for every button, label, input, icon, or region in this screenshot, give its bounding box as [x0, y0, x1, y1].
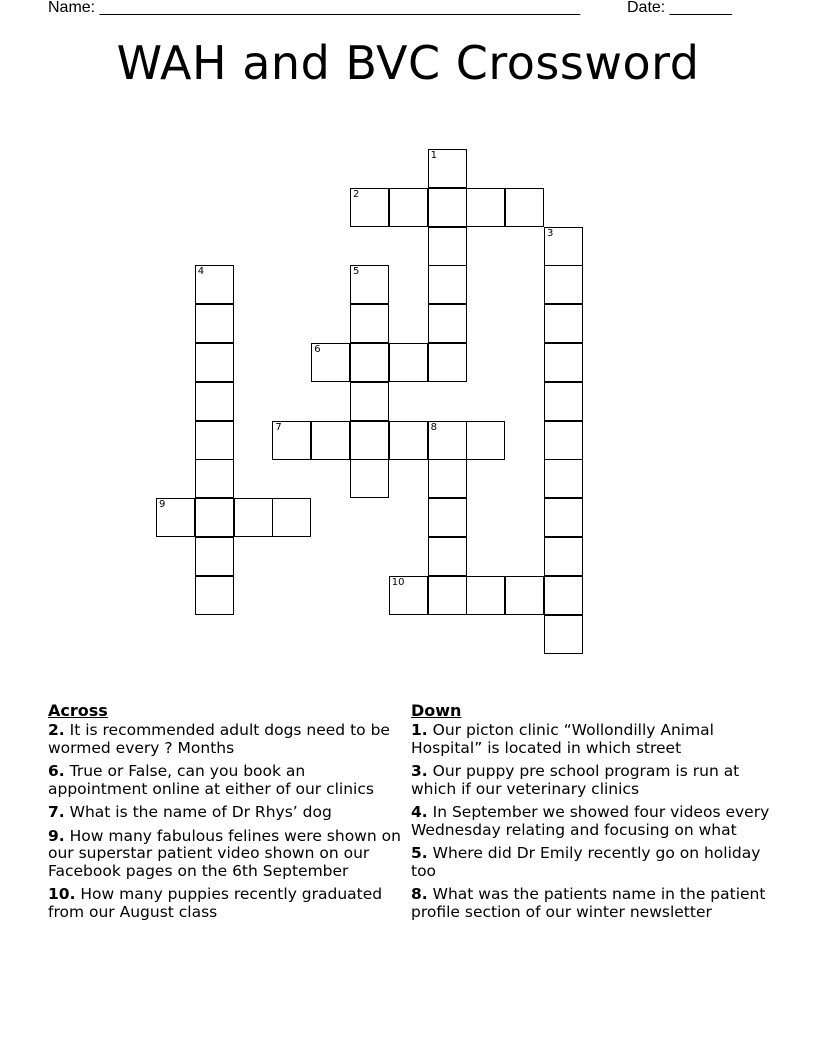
grid-cell[interactable]	[195, 382, 234, 421]
clue-down-1: 1. Our picton clinic “Wollondilly Animal Hospital” is located in which street	[411, 721, 714, 757]
name-field[interactable]: Name: ______________________________________________________	[48, 0, 581, 16]
grid-cell[interactable]	[350, 265, 389, 304]
clue-number: 5	[353, 266, 360, 278]
grid-cell[interactable]	[389, 576, 428, 615]
grid-cell[interactable]	[544, 421, 583, 460]
grid-cell[interactable]	[544, 498, 583, 537]
grid-cell[interactable]	[195, 459, 234, 498]
clue-number: 4	[197, 266, 205, 278]
grid-cell[interactable]	[428, 421, 467, 460]
grid-cell[interactable]	[544, 576, 583, 615]
across-heading: Across	[48, 701, 108, 720]
clue-across-10: 10. How many puppies recently graduated from our August class	[48, 885, 383, 921]
grid-cell[interactable]	[389, 421, 428, 460]
clue-number: 1	[430, 150, 437, 161]
grid-cell[interactable]	[195, 498, 234, 537]
grid-cell[interactable]	[544, 537, 583, 576]
down-heading: Down	[411, 701, 462, 720]
down-clues	[411, 701, 771, 927]
clue-across-9: 9. How many fabulous felines were shown on our superstar patient video shown on our Facebook pages on the 6th September	[48, 826, 401, 880]
grid-cell[interactable]	[389, 188, 428, 227]
grid-cell[interactable]	[544, 615, 583, 654]
clue-down-5: 5. Where did Dr Emily recently go on holiday too	[411, 844, 761, 880]
grid-cell[interactable]	[350, 304, 389, 343]
grid-cell[interactable]	[466, 421, 505, 460]
clue-across-6: 6. True or False, can you book an appointment online at either of our clinics	[48, 762, 374, 798]
clue-number: 6	[314, 344, 321, 355]
grid-cell[interactable]	[544, 227, 583, 266]
clue-number: 7	[275, 421, 282, 433]
clue-number: 8	[430, 421, 437, 433]
clue-across-2: 2. It is recommended adult dogs need to be wormed every ? Months	[48, 721, 390, 757]
clue-number: 2	[353, 188, 360, 200]
grid-cell[interactable]	[195, 265, 234, 304]
grid-cell[interactable]	[428, 343, 467, 382]
grid-cell[interactable]	[350, 188, 389, 227]
grid-cell[interactable]	[389, 343, 428, 382]
page-title: WAH and BVC Crossword	[116, 36, 700, 90]
grid-cell[interactable]	[544, 382, 583, 421]
grid-cell[interactable]	[234, 498, 273, 537]
grid-cell[interactable]	[428, 227, 467, 266]
grid-cell[interactable]	[428, 498, 467, 537]
grid-cell[interactable]	[195, 576, 234, 615]
clue-number: 3	[547, 227, 554, 239]
date-field[interactable]: Date: _______	[627, 0, 732, 16]
grid-cell[interactable]	[428, 265, 467, 304]
clue-across-7: 7. What is the name of Dr Rhys’ dog	[48, 803, 332, 821]
grid-cell[interactable]	[311, 421, 350, 460]
grid-cell[interactable]	[428, 576, 467, 615]
grid-cell[interactable]	[428, 149, 467, 188]
grid-cell[interactable]	[544, 265, 583, 304]
grid-cell[interactable]	[428, 537, 467, 576]
grid-cell[interactable]	[272, 498, 311, 537]
across-clues	[48, 701, 408, 927]
grid-cell[interactable]	[272, 421, 311, 460]
grid-cell[interactable]	[195, 421, 234, 460]
grid-cell[interactable]	[156, 498, 195, 537]
grid-cell[interactable]	[544, 343, 583, 382]
clue-number: 9	[159, 499, 166, 511]
clue-down-4: 4. In September we showed four videos every Wednesday relating and focusing on what	[411, 803, 770, 839]
grid-cell[interactable]	[350, 343, 389, 382]
grid-cell[interactable]	[350, 459, 389, 498]
grid-cell[interactable]	[466, 576, 505, 615]
grid-cell[interactable]	[544, 459, 583, 498]
clue-down-3: 3. Our puppy pre school program is run at which if our veterinary clinics	[411, 762, 740, 798]
grid-cell[interactable]	[466, 188, 505, 227]
grid-cell[interactable]	[195, 537, 234, 576]
grid-cell[interactable]	[505, 188, 544, 227]
grid-cell[interactable]	[428, 459, 467, 498]
grid-cell[interactable]	[428, 188, 467, 227]
grid-cell[interactable]	[428, 304, 467, 343]
grid-cell[interactable]	[195, 343, 234, 382]
grid-cell[interactable]	[505, 576, 544, 615]
grid-cell[interactable]	[195, 304, 234, 343]
grid-cell[interactable]	[544, 304, 583, 343]
clue-down-8: 8. What was the patients name in the patient profile section of our winter newsletter	[411, 885, 766, 921]
grid-cell[interactable]	[311, 343, 350, 382]
grid-cell[interactable]	[350, 421, 389, 460]
clue-number: 10	[391, 576, 405, 588]
grid-cell[interactable]	[350, 382, 389, 421]
